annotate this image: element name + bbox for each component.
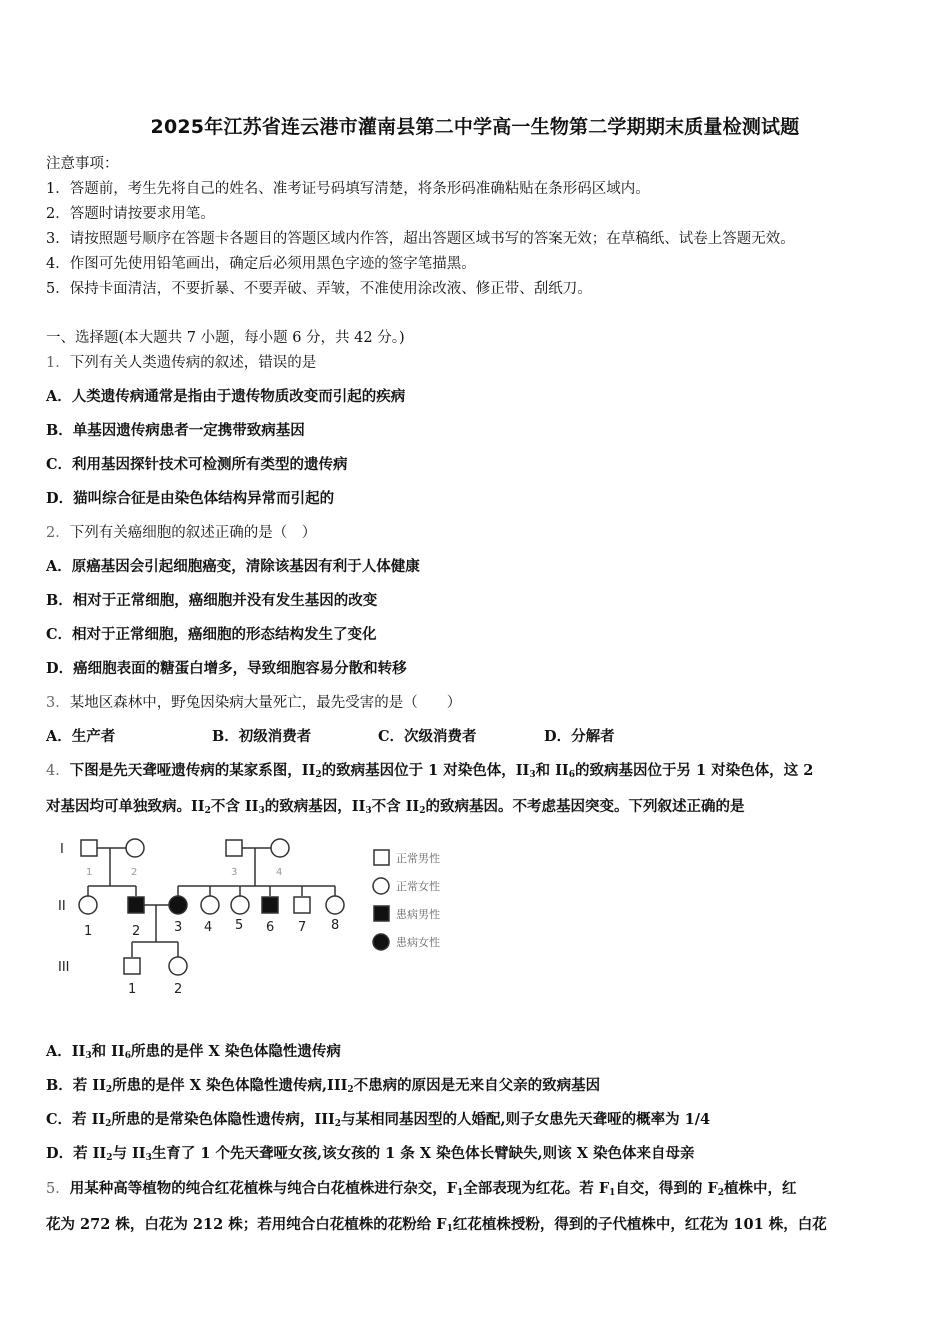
iii1-label: 1 (128, 982, 137, 997)
question-number: 5． (46, 1181, 70, 1197)
i2-label: 2 (131, 867, 138, 878)
q4-option-d: D．若 $II_2$与 $II_3$生育了 1 个先天聋哑女孩,该女孩的 1 条 X 染色体长臂缺失,则该 X 染色体来自母亲 (46, 1145, 695, 1163)
legend-normal-male-icon (374, 850, 389, 865)
ii6-label: 6 (266, 920, 275, 935)
ii5-label: 5 (235, 918, 244, 933)
ii2-affected-male (128, 897, 144, 913)
q2-option-d: D．癌细胞表面的糖蛋白增多，导致细胞容易分散和转移 (46, 660, 407, 677)
i1-label: 1 (86, 867, 93, 878)
q2-option-a: A．原癌基因会引起细胞癌变，清除该基因有利于人体健康 (46, 558, 420, 575)
i4-label: 4 (276, 867, 283, 878)
question-text: 下列有关人类遗传病的叙述，错误的是 (69, 355, 317, 371)
question-4-stem-line2: 对基因均可单独致病。$II_2$不含 $II_3$的致病基因，$II_3$不含 $II_2$的致病基因。不考虑基因突变。下列叙述正确的是 (46, 798, 745, 816)
notice-item-3: 3．请按照题号顺序在答题卡各题目的答题区域内作答，超出答题区域书写的答案无效；在草稿纸、试卷上答题无效。 (46, 231, 795, 247)
question-number: 1． (46, 355, 70, 371)
gen-label-iii: III (58, 960, 70, 975)
iii2-label: 2 (174, 982, 183, 997)
legend-affected-female-icon (373, 934, 389, 950)
ii5-normal-female (231, 896, 249, 914)
gen-label-i: I (60, 842, 64, 857)
q2-option-b: B．相对于正常细胞，癌细胞并没有发生基因的改变 (46, 592, 378, 609)
question-number: 2． (46, 525, 70, 541)
question-2-stem (46, 521, 316, 542)
section-heading: 一、选择题(本大题共 7 小题，每小题 6 分，共 42 分。) (46, 330, 405, 346)
q1-option-a: A．人类遗传病通常是指由于遗传物质改变而引起的疾病 (46, 388, 406, 405)
ii3-affected-female (169, 896, 187, 914)
question-4-stem-line1: 4．下图是先天聋哑遗传病的某家系图，$II_2$的致病基因位于 1 对染色体，$II_3$和 $II_6$的致病基因位于另 1 对染色体，这 2 (46, 762, 814, 780)
q3-option-d: D．分解者 (544, 728, 615, 745)
i3-normal-male (226, 840, 242, 856)
page-title: 2025年江苏省连云港市灌南县第二中学高一生物第二学期期末质量检测试题 (150, 116, 800, 138)
notice-item-5: 5．保持卡面清洁，不要折暴、不要弄破、弄皱，不准使用涂改液、修正带、刮纸刀。 (46, 281, 592, 297)
question-number: 4． (46, 763, 70, 779)
i3-label: 3 (231, 867, 238, 878)
i1-normal-male (81, 840, 97, 856)
legend-normal-female-icon (373, 878, 389, 894)
iii1-normal-male (124, 958, 140, 974)
notice-heading: 注意事项： (46, 156, 119, 172)
question-text: 下列有关癌细胞的叙述正确的是（ ） (69, 525, 317, 541)
pedigree-diagram (50, 832, 470, 1002)
gen-label-ii: II (58, 899, 66, 914)
q1-option-d: D．猫叫综合征是由染色体结构异常而引起的 (46, 490, 335, 507)
q2-option-c: C．相对于正常细胞，癌细胞的形态结构发生了变化 (46, 626, 377, 643)
legend-normal-male: 正常男性 (396, 852, 440, 865)
q1-option-c: C．利用基因探针技术可检测所有类型的遗传病 (46, 456, 348, 473)
question-3-stem (46, 691, 461, 712)
legend-affected-male: 患病男性 (396, 908, 440, 921)
q4-option-b: B．若 $II_2$所患的是伴 X 染色体隐性遗传病$,III_2$不患病的原因是无来自父亲的致病基因 (46, 1077, 601, 1095)
q3-option-c: C．次级消费者 (378, 728, 477, 745)
legend-normal-female: 正常女性 (396, 880, 440, 893)
ii2-label: 2 (132, 924, 141, 939)
question-5-stem-line2: 花为 272 株，白花为 212 株；若用纯合白花植株的花粉给 $F_1$红花植株授粉，得到的子代植株中，红花为 101 株，白花 (46, 1216, 827, 1234)
ii1-normal-female (79, 896, 97, 914)
q3-option-a: A．生产者 (46, 728, 116, 745)
notice-item-1: 1．答题前，考生先将自己的姓名、准考证号码填写清楚，将条形码准确粘贴在条形码区域内。 (46, 181, 650, 197)
notice-item-2: 2．答题时请按要求用笔。 (46, 206, 215, 222)
ii4-label: 4 (204, 920, 213, 935)
notice-item-4: 4．作图可先使用铅笔画出，确定后必须用黑色字迹的签字笔描黑。 (46, 256, 476, 272)
i4-normal-female (271, 839, 289, 857)
question-number: 3． (46, 695, 70, 711)
i2-normal-female (126, 839, 144, 857)
ii4-normal-female (201, 896, 219, 914)
ii3-label: 3 (174, 920, 183, 935)
question-5-stem-line1: 5．用某种高等植物的纯合红花植株与纯合白花植株进行杂交，$F_1$全部表现为红花。若 $F_1$自交，得到的 $F_2$植株中，红 (46, 1180, 797, 1198)
question-text: 某地区森林中，野兔因染病大量死亡，最先受害的是（ ） (69, 695, 462, 711)
ii7-normal-male (294, 897, 310, 913)
iii2-normal-female (169, 957, 187, 975)
q4-option-a: A．$II_3$和 $II_6$所患的是伴 X 染色体隐性遗传病 (46, 1043, 341, 1061)
q1-option-b: B．单基因遗传病患者一定携带致病基因 (46, 422, 305, 439)
legend-affected-male-icon (374, 906, 389, 921)
legend-affected-female: 患病女性 (396, 936, 440, 949)
ii7-label: 7 (298, 920, 307, 935)
ii1-label: 1 (84, 924, 93, 939)
ii8-label: 8 (331, 918, 340, 933)
question-1-stem (46, 351, 316, 372)
ii6-affected-male (262, 897, 278, 913)
ii8-normal-female (326, 896, 344, 914)
q3-option-b: B．初级消费者 (212, 728, 312, 745)
q4-option-c: C．若 $II_2$所患的是常染色体隐性遗传病，$III_2$与某相同基因型的人婚配,则子女患先天聋哑的概率为 1/4 (46, 1111, 711, 1129)
